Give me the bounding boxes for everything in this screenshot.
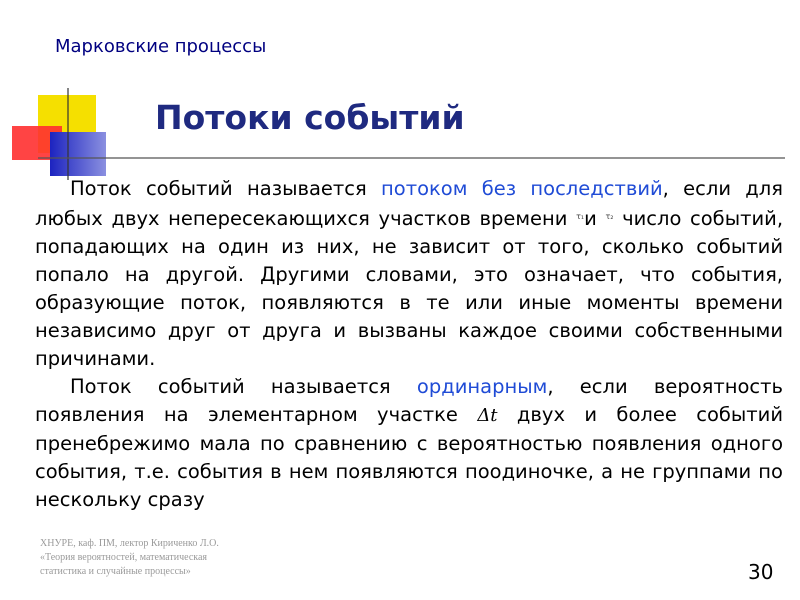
p1-text-d: число событий, попадающих на один из них, не зависит от того, сколько событий попало на другой. Другими словами, это означает, что события, образующие поток, появляются в те или иные моменты времени независимо друг от друга и вызваны каждое своими собственными причинами. (35, 207, 784, 370)
paragraph-1 (35, 175, 783, 373)
term-no-aftereffect: потоком без последствий (381, 177, 663, 200)
footer-line-3: статистика и случайные процессы» (40, 566, 191, 577)
tau2-symbol: τ₂ (605, 212, 614, 221)
paragraph-2 (35, 373, 783, 514)
footer-line-1: ХНУРЕ, каф. ПМ, лектор Кириченко Л.О. (40, 538, 219, 549)
footer-line-2: «Теория вероятностей, математическая (40, 552, 208, 563)
term-ordinary: ординарным (416, 375, 548, 398)
page-number: 30 (748, 560, 774, 584)
p2-text-a: Поток событий называется (70, 375, 417, 398)
tau1-symbol: τ₁ (576, 212, 585, 221)
p1-text-b: , если для любых двух непересекающихся участков времени (35, 177, 783, 230)
blue-square (50, 132, 106, 176)
p2-text-b: , если вероятность появления на элементарном участке (35, 375, 784, 426)
slide-body (35, 175, 783, 514)
p1-text-c: и (584, 207, 606, 230)
delta-t-math: Δt (477, 405, 498, 426)
footer-credits (40, 537, 320, 579)
header-title: Марковские процессы (55, 36, 267, 57)
slide-title: Потоки событий (155, 98, 465, 137)
p1-text-a: Поток событий называется (70, 177, 382, 200)
p2-text-c: двух и более событий пренебрежимо мала по сравнению с вероятностью появления одного события, т.е. события в нем появляются поодиночке, а не группами по нескольку сразу (35, 403, 783, 511)
